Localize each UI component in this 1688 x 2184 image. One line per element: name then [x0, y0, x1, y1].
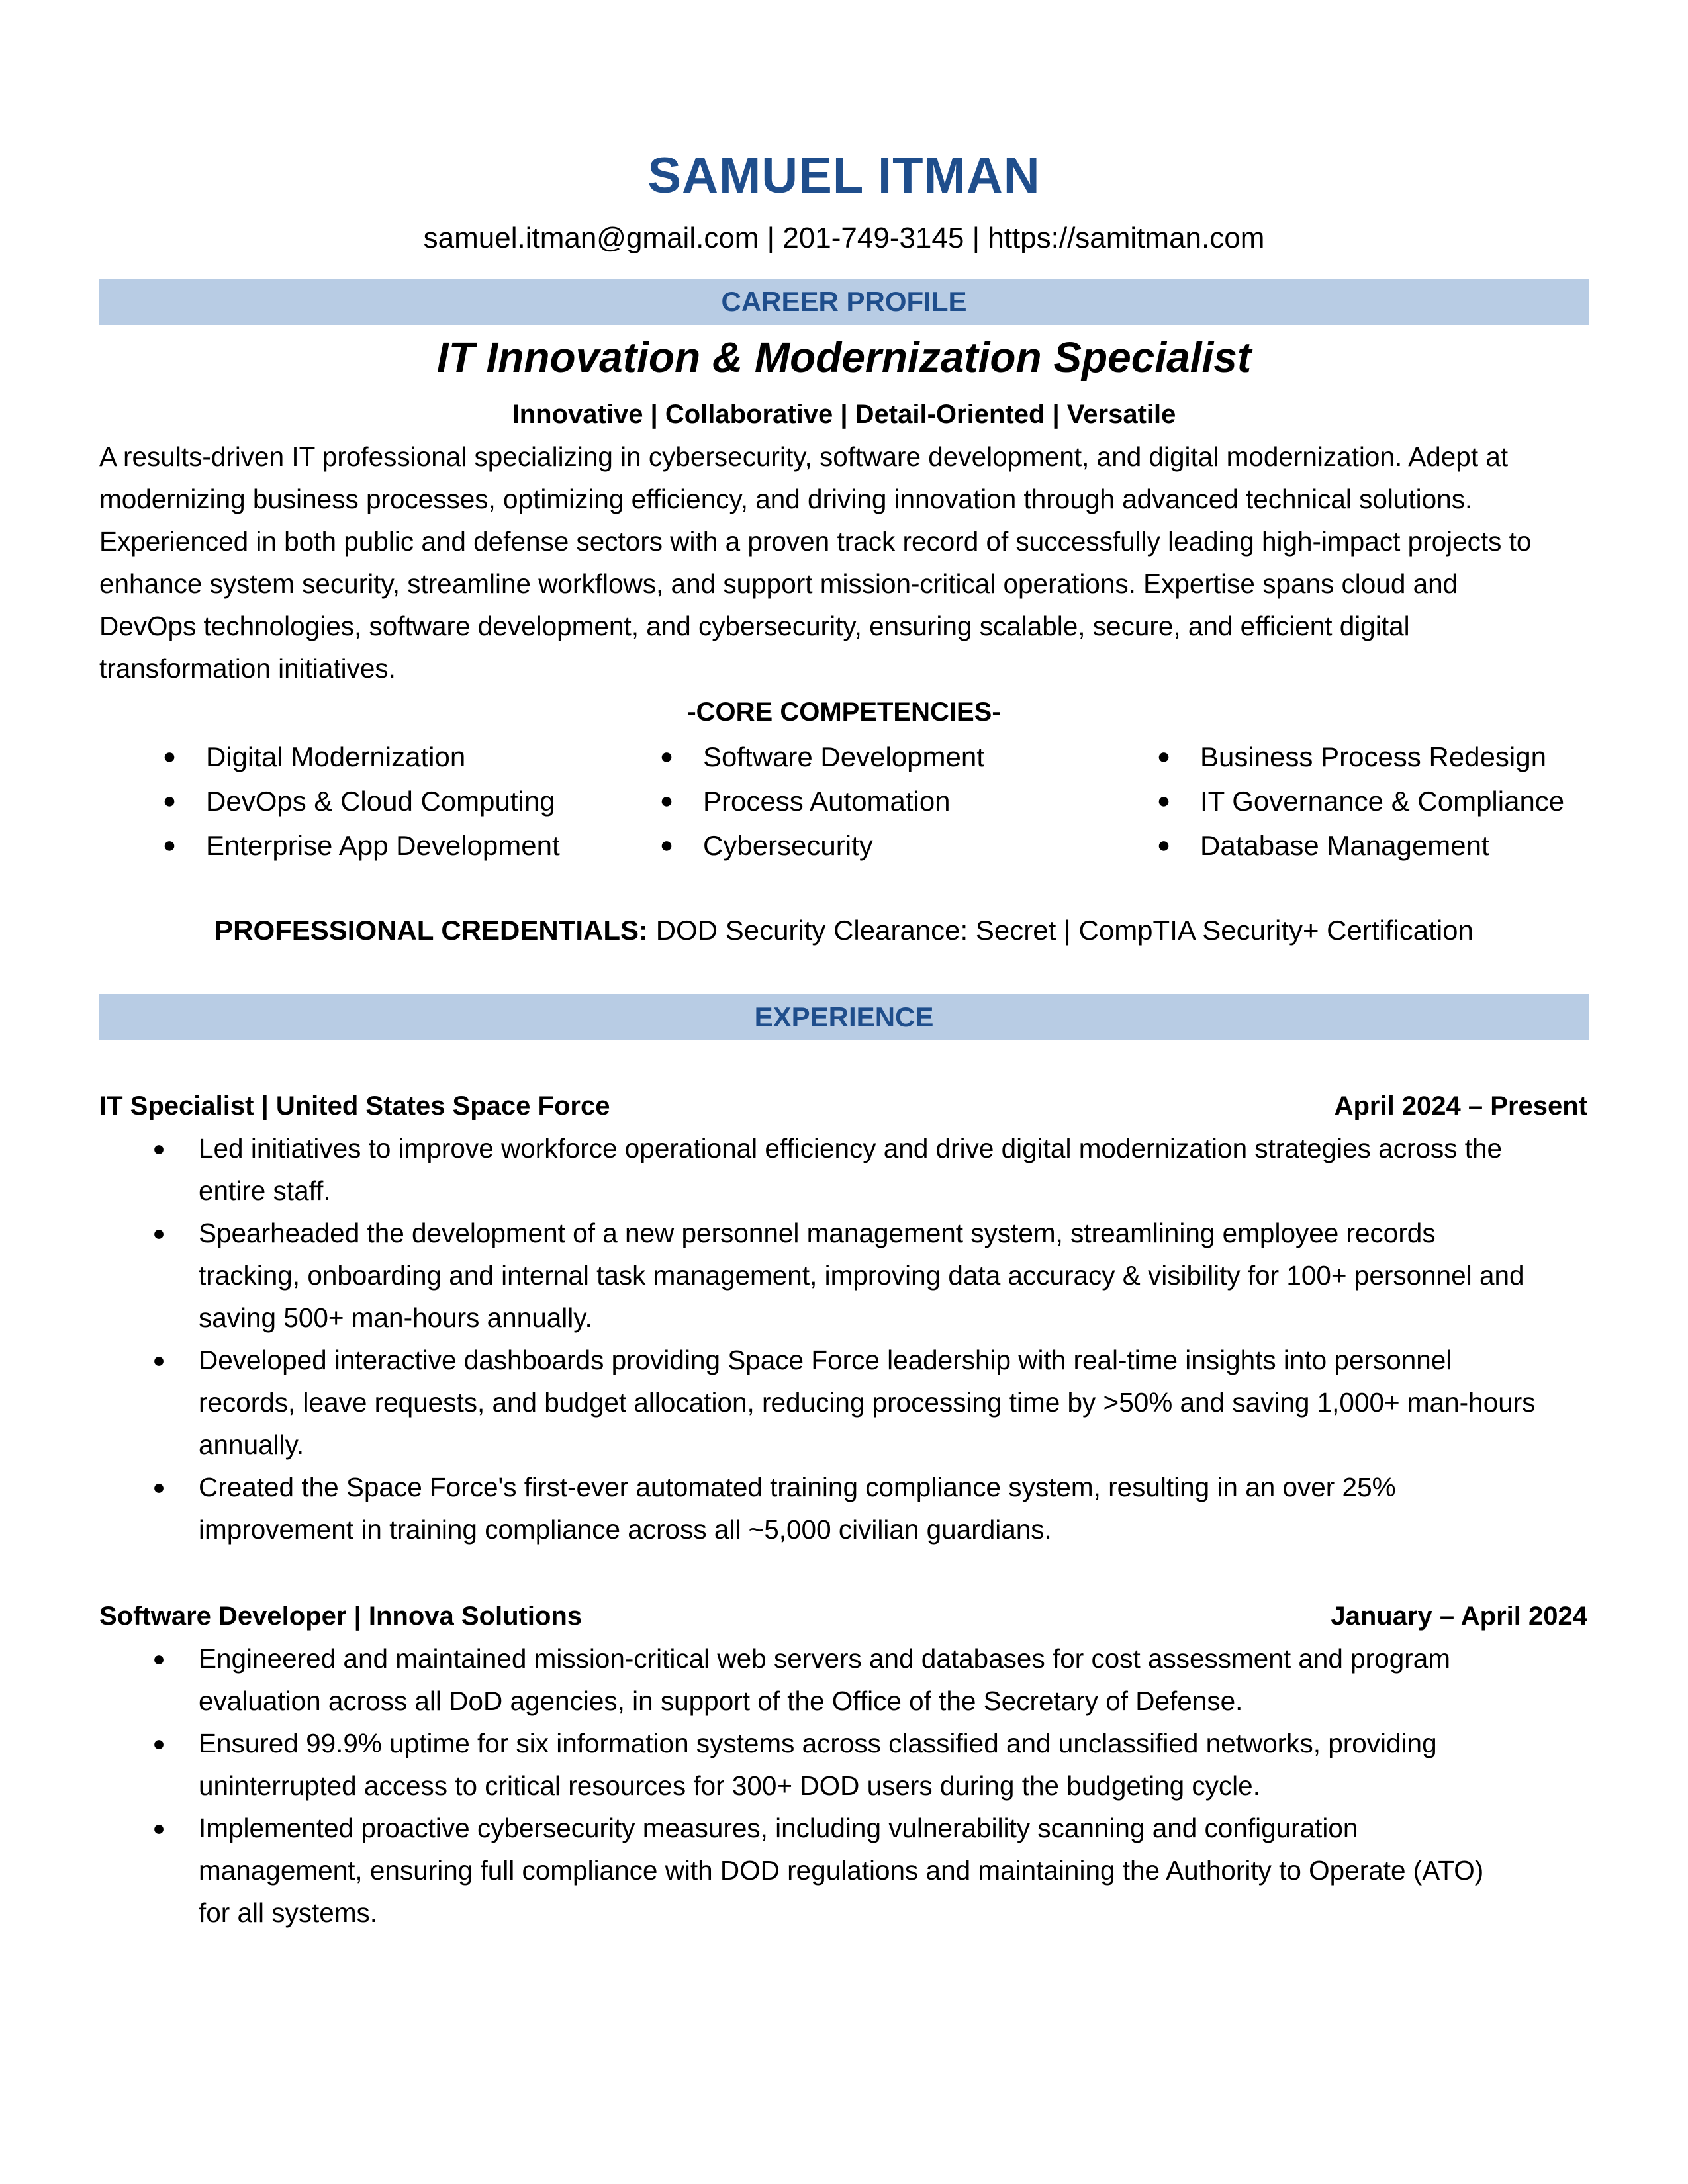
summary-line: enhance system security, streamline workflows, and support mission-critical operations. Expertise spans cloud and: [99, 569, 1458, 599]
experience-heading: EXPERIENCE: [99, 994, 1589, 1040]
bullet-icon: ●: [1156, 788, 1171, 813]
competencies-column: [657, 735, 984, 868]
job-bullets: [149, 1637, 1589, 1934]
candidate-name: SAMUEL ITMAN: [647, 148, 1041, 204]
competency-item: ● IT Governance & Compliance: [1154, 779, 1564, 823]
bullet-icon: ●: [659, 744, 674, 769]
job-title: IT Specialist | United States Space Force: [99, 1091, 610, 1120]
contact-line: samuel.itman@gmail.com | 201-749-3145 | https://samitman.com: [423, 222, 1265, 254]
bullet-icon: ●: [659, 833, 674, 858]
credentials-label: PROFESSIONAL CREDENTIALS:: [214, 915, 649, 946]
bullet-icon: ●: [152, 1731, 165, 1755]
job-bullets: [149, 1127, 1589, 1551]
competency-item: ● DevOps & Cloud Computing: [160, 779, 560, 823]
competencies-column: [1154, 735, 1564, 868]
bullet-icon: ●: [152, 1348, 165, 1372]
professional-credentials: [0, 909, 1688, 952]
personal-traits: Innovative | Collaborative | Detail-Oriented | Versatile: [512, 400, 1176, 429]
career-profile-heading: CAREER PROFILE: [99, 279, 1589, 325]
bullet-icon: ●: [162, 833, 177, 858]
professional-headline: IT Innovation & Modernization Specialist: [436, 334, 1252, 381]
competency-item: ● Digital Modernization: [160, 735, 560, 779]
competency-item: ● Process Automation: [657, 779, 984, 823]
job-dates: January – April 2024: [1331, 1602, 1587, 1631]
bullet-icon: ●: [152, 1816, 165, 1840]
bullet-icon: ●: [1156, 833, 1171, 858]
job-bullet: ● Led initiatives to improve workforce operational efficiency and drive digital modernization strategies across the entire staff.: [149, 1127, 1589, 1212]
profile-summary: [99, 435, 1589, 690]
job-bullet: ● Spearheaded the development of a new personnel management system, streamlining employee records tracking, onboarding and internal task management, improving data accuracy & visibility for 100+ personnel and saving 500+ man-hours annually.: [149, 1212, 1589, 1339]
job-bullet: ● Implemented proactive cybersecurity measures, including vulnerability scanning and configuration management, ensuring full compliance with DOD regulations and maintaining the Authority to Operate (ATO) for all systems.: [149, 1807, 1589, 1934]
job-bullet: ● Engineered and maintained mission-critical web servers and databases for cost assessment and program evaluation across all DoD agencies, in support of the Office of the Secretary of Defense.: [149, 1637, 1589, 1722]
bullet-icon: ●: [152, 1647, 165, 1670]
job-bullet: ● Developed interactive dashboards providing Space Force leadership with real-time insights into personnel records, leave requests, and budget allocation, reducing processing time by >50% and saving 1,000+ man-hours annually.: [149, 1339, 1589, 1466]
competency-item: ● Enterprise App Development: [160, 823, 560, 868]
competency-item: ● Software Development: [657, 735, 984, 779]
job-bullet: ● Ensured 99.9% uptime for six information systems across classified and unclassified networks, providing uninterrupted access to critical resources for 300+ DOD users during the budgeting cycle.: [149, 1722, 1589, 1807]
bullet-icon: ●: [152, 1475, 165, 1499]
bullet-icon: ●: [152, 1136, 165, 1160]
bullet-icon: ●: [152, 1221, 165, 1245]
job-dates: April 2024 – Present: [1334, 1091, 1587, 1120]
competencies-column: [160, 735, 560, 868]
summary-line: modernizing business processes, optimizing efficiency, and driving innovation through advanced technical solutions.: [99, 484, 1473, 514]
competency-item: ● Cybersecurity: [657, 823, 984, 868]
bullet-icon: ●: [162, 744, 177, 769]
bullet-icon: ●: [1156, 744, 1171, 769]
bullet-icon: ●: [162, 788, 177, 813]
job-bullet: ● Created the Space Force's first-ever automated training compliance system, resulting in an over 25% improvement in training compliance across all ~5,000 civilian guardians.: [149, 1466, 1589, 1551]
core-competencies-heading: -CORE COMPETENCIES-: [687, 698, 1001, 727]
summary-line: A results-driven IT professional specializing in cybersecurity, software development, and digital modernization. Adept at: [99, 441, 1509, 472]
summary-line: Experienced in both public and defense sectors with a proven track record of successfully leading high-impact projects to: [99, 526, 1532, 557]
bullet-icon: ●: [659, 788, 674, 813]
competency-item: ● Business Process Redesign: [1154, 735, 1564, 779]
summary-line: transformation initiatives.: [99, 653, 396, 684]
competency-item: ● Database Management: [1154, 823, 1564, 868]
summary-line: DevOps technologies, software development, and cybersecurity, ensuring scalable, secure, and efficient digital: [99, 611, 1410, 641]
credentials-text: DOD Security Clearance: Secret | CompTIA Security+ Certification: [648, 915, 1474, 946]
job-title: Software Developer | Innova Solutions: [99, 1602, 583, 1631]
